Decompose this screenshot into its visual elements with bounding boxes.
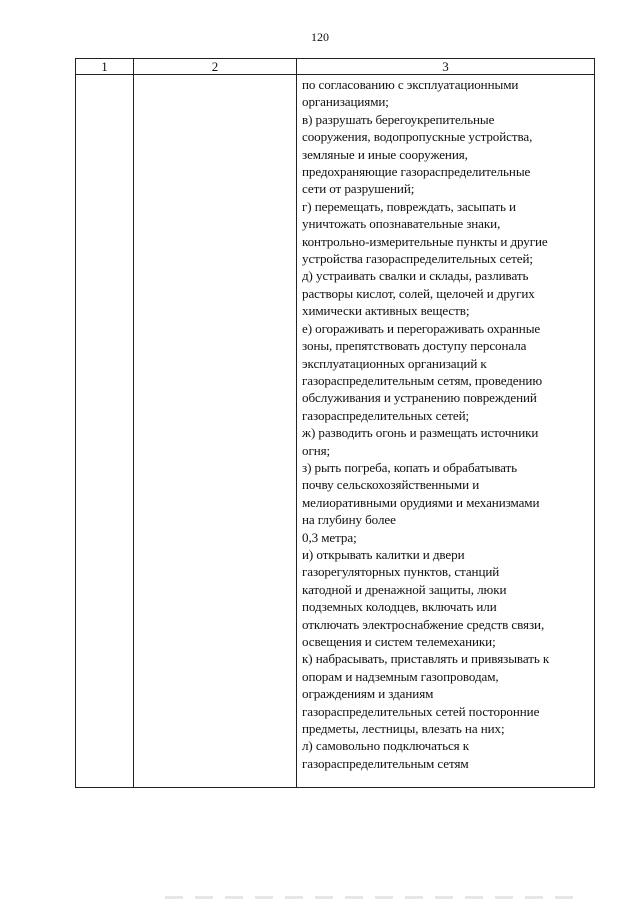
text-line: контрольно-измерительные пункты и другие (302, 233, 548, 249)
column-2-cell (134, 75, 297, 788)
text-line: земляные и иные сооружения, (302, 146, 468, 162)
text-line: подземных колодцев, включать или (302, 599, 497, 615)
table-header-row (76, 59, 595, 75)
text-line: 0,3 метра; (302, 529, 357, 545)
column-header-2: 2 (134, 59, 297, 75)
text-line: к) набрасывать, приставлять и привязывать к (302, 651, 550, 667)
text-line: газораспределительных сетей; (302, 407, 470, 423)
text-line: организациями; (302, 94, 389, 110)
text-line: з) рыть погреба, копать и обрабатывать (302, 459, 517, 475)
text-line: растворы кислот, солей, щелочей и других (302, 285, 535, 301)
scan-artifact-line (165, 896, 585, 899)
table-row (76, 75, 595, 788)
text-line: огня; (302, 442, 331, 458)
text-line: на глубину более (302, 512, 396, 528)
text-line: д) устраивать свалки и склады, разливать (302, 268, 529, 284)
text-line: отключать электроснабжение средств связи, (302, 616, 545, 632)
text-line: г) перемещать, повреждать, засыпать и (302, 198, 516, 214)
text-line: газорегуляторных пунктов, станций (302, 564, 500, 580)
text-line: опорам и надземным газопроводам, (302, 668, 499, 684)
text-line: газораспределительным сетям, проведению (302, 372, 543, 388)
text-line: газораспределительным сетям (302, 755, 469, 771)
text-line: предметы, лестницы, влезать на них; (302, 721, 505, 737)
text-line: л) самовольно подключаться к (302, 738, 470, 754)
text-line: сети от разрушений; (302, 181, 415, 197)
text-line: мелиоративными орудиями и механизмами (302, 494, 540, 510)
text-line: е) огораживать и перегораживать охранные (302, 320, 541, 336)
column-header-1: 1 (76, 59, 134, 75)
text-line: и) открывать калитки и двери (302, 546, 465, 562)
page-number: 120 (311, 30, 329, 44)
text-line: ограждениям и зданиям (302, 686, 434, 702)
column-header-3: 3 (297, 59, 595, 75)
column-1-cell (76, 75, 134, 788)
text-line: обслуживания и устранению повреждений (302, 390, 537, 406)
document-table (75, 58, 595, 788)
text-line: освещения и систем телемеханики; (302, 634, 496, 649)
text-line: уничтожать опознавательные знаки, (302, 216, 501, 232)
text-line: сооружения, водопропускные устройства, (302, 129, 533, 145)
text-line: по согласованию с эксплуатационными (302, 77, 519, 92)
text-line: предохраняющие газораспределительные (302, 164, 531, 180)
text-line: эксплуатационных организаций к (302, 355, 487, 371)
column-3-cell (297, 75, 595, 788)
text-line: устройства газораспределительных сетей; (302, 251, 533, 267)
text-line: почву сельскохозяйственными и (302, 477, 480, 493)
text-line: ж) разводить огонь и размещать источники (302, 425, 539, 441)
text-line: химически активных веществ; (302, 303, 470, 319)
text-line: в) разрушать берегоукрепительные (302, 111, 495, 127)
text-line: катодной и дренажной защиты, люки (302, 581, 507, 597)
text-line: зоны, препятствовать доступу персонала (302, 338, 527, 354)
text-line: газораспределительных сетей посторонние (302, 703, 540, 719)
